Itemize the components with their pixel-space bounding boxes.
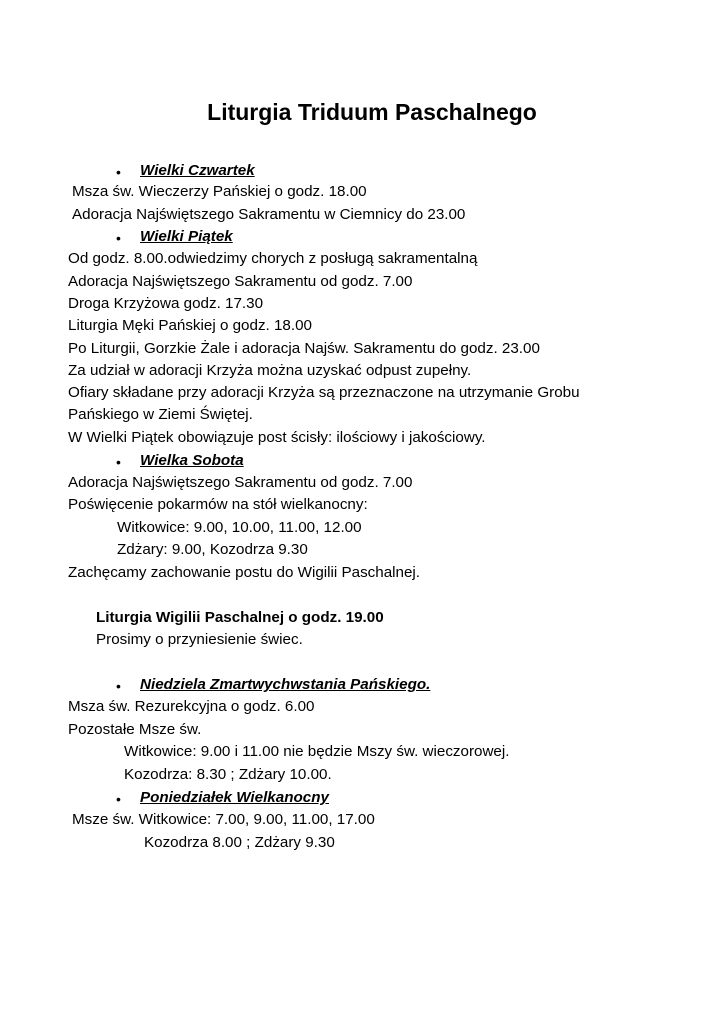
saturday-line: Zachęcamy zachowanie postu do Wigilii Paschalnej. [68, 564, 421, 581]
friday-line: Droga Krzyżowa godz. 17.30 [68, 295, 264, 312]
friday-line: Pańskiego w Ziemi Świętej. [68, 406, 253, 423]
friday-line: Liturgia Męki Pańskiej o godz. 18.00 [68, 317, 312, 334]
thursday-line: Adoracja Najświętszego Sakramentu w Ciemnicy do 23.00 [72, 206, 466, 223]
thursday-line: Msza św. Wieczerzy Pańskiej o godz. 18.00 [72, 183, 367, 200]
monday-line: Kozodrza 8.00 ; Zdżary 9.30 [144, 834, 335, 851]
bullet-icon: • [116, 678, 121, 694]
sunday-line: Witkowice: 9.00 i 11.00 nie będzie Mszy św. wieczorowej. [124, 743, 510, 760]
bullet-icon: • [116, 230, 121, 246]
bullet-icon: • [116, 791, 121, 807]
friday-line: Od godz. 8.00.odwiedzimy chorych z posługą sakramentalną [68, 250, 478, 267]
vigil-title: Liturgia Wigilii Paschalnej o godz. 19.00 [96, 609, 384, 626]
friday-line: Za udział w adoracji Krzyża można uzyskać odpust zupełny. [68, 362, 472, 379]
saturday-line: Adoracja Najświętszego Sakramentu od godz. 7.00 [68, 474, 413, 491]
monday-line: Msze św. Witkowice: 7.00, 9.00, 11.00, 17.00 [72, 811, 375, 828]
vigil-note: Prosimy o przyniesienie świec. [96, 631, 303, 648]
section-heading-sunday: Niedziela Zmartwychwstania Pańskiego. [140, 676, 431, 693]
section-heading-friday: Wielki Piątek [140, 228, 233, 245]
bullet-icon: • [116, 454, 121, 470]
friday-line: Po Liturgii, Gorzkie Żale i adoracja Najśw. Sakramentu do godz. 23.00 [68, 340, 540, 357]
saturday-line: Witkowice: 9.00, 10.00, 11.00, 12.00 [117, 519, 362, 536]
friday-line: W Wielki Piątek obowiązuje post ścisły: ilościowy i jakościowy. [68, 429, 486, 446]
sunday-line: Msza św. Rezurekcyjna o godz. 6.00 [68, 698, 315, 715]
sunday-line: Pozostałe Msze św. [68, 721, 202, 738]
saturday-line: Zdżary: 9.00, Kozodrza 9.30 [117, 541, 308, 558]
friday-line: Adoracja Najświętszego Sakramentu od godz. 7.00 [68, 273, 413, 290]
document-title: Liturgia Triduum Paschalnego [207, 99, 537, 125]
section-heading-monday: Poniedziałek Wielkanocny [140, 789, 329, 806]
section-heading-saturday: Wielka Sobota [140, 452, 244, 469]
saturday-line: Poświęcenie pokarmów na stół wielkanocny: [68, 496, 368, 513]
sunday-line: Kozodrza: 8.30 ; Zdżary 10.00. [124, 766, 332, 783]
friday-line: Ofiary składane przy adoracji Krzyża są przeznaczone na utrzymanie Grobu [68, 384, 580, 401]
section-heading-thursday: Wielki Czwartek [140, 162, 255, 179]
bullet-icon: • [116, 164, 121, 180]
